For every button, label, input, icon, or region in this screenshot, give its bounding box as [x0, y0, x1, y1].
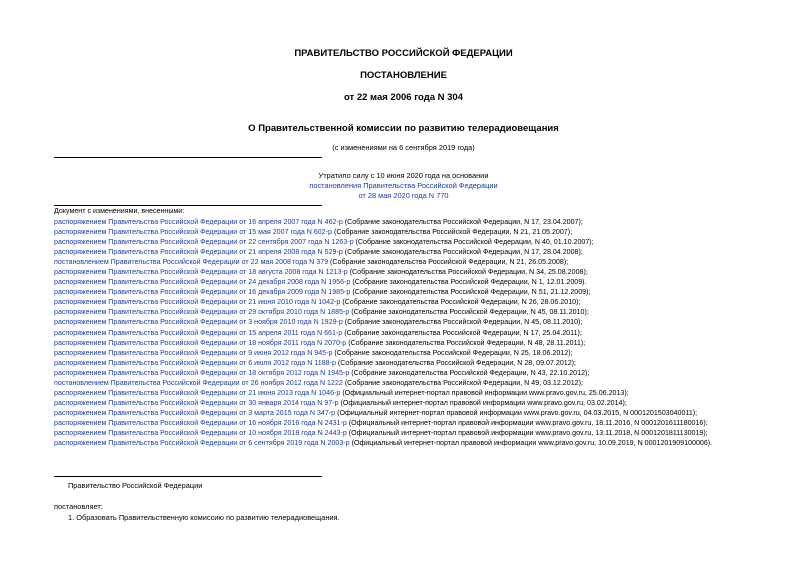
clause-1: 1. Образовать Правительственную комиссию по развитию телерадиовещания.	[68, 513, 340, 522]
amendment-link[interactable]: распоряжением Правительства Российской Федерации от 21 апреля 2008 года N 529-р	[54, 248, 343, 257]
amendment-source: (Собрание законодательства Российской Федерации, N 1, 12.01.2009).	[350, 278, 587, 287]
list-item	[54, 388, 712, 398]
amendment-source: (Собрание законодательства Российской Федерации, N 21, 26.05.2008);	[328, 258, 569, 267]
list-item	[54, 398, 712, 408]
amendment-source: (Официальный интернет-портал правовой информации www.pravo.gov.ru, 10.09.2019, N 0001201909100006).	[349, 439, 713, 448]
amendment-link[interactable]: распоряжением Правительства Российской Федерации от 10 ноября 2018 года N 2443-р	[54, 428, 347, 437]
list-item	[54, 328, 712, 338]
amendment-link[interactable]: распоряжением Правительства Российской Федерации от 24 декабря 2008 года N 1956-р	[54, 278, 351, 287]
amendment-link[interactable]: распоряжением Правительства Российской Федерации от 30 января 2014 года N 97-р	[54, 398, 339, 407]
issuer: Правительство Российской Федерации	[68, 481, 203, 490]
amendment-link[interactable]: распоряжением Правительства Российской Федерации от 18 октября 2012 года N 1945-р	[54, 368, 350, 377]
amendment-source: (Собрание законодательства Российской Федерации, N 28, 09.07.2012);	[335, 358, 577, 367]
amendment-source: (Официальный интернет-портал правовой информации www.pravo.gov.ru, 04.03.2015, N 0001201503040011);	[335, 408, 698, 417]
list-item	[54, 438, 712, 448]
amendment-source: (Собрание законодательства Российской Федерации, N 40, 01.10.2007);	[353, 238, 594, 247]
repeal-link-line1[interactable]: постановления Правительства Российской Федерации	[309, 181, 498, 190]
list-item	[54, 277, 712, 287]
list-item	[54, 408, 712, 418]
list-item	[54, 348, 712, 358]
list-item	[54, 247, 712, 257]
divider	[54, 157, 322, 158]
list-item	[54, 287, 712, 297]
amendment-link[interactable]: распоряжением Правительства Российской Федерации от 18 августа 2008 года N 1213-р	[54, 268, 348, 277]
amendment-link[interactable]: распоряжением Правительства Российской Федерации от 16 ноября 2016 года N 2431-р	[54, 418, 347, 427]
amendments-list	[54, 217, 712, 448]
list-item	[54, 217, 712, 227]
amendment-source: (Официальный интернет-портал правовой информации www.pravo.gov.ru, 18.11.2016, N 0001201611180016);	[346, 418, 708, 427]
amendment-source: (Собрание законодательства Российской Федерации, N 43, 22.10.2012);	[349, 368, 590, 377]
divider	[54, 476, 322, 477]
amendment-link[interactable]: распоряжением Правительства Российской Федерации от 6 сентября 2019 года N 2003-р	[54, 439, 350, 448]
amendment-source: (Собрание законодательства Российской Федерации, N 49, 03.12.2012);	[342, 378, 583, 387]
amendment-link[interactable]: постановлением Правительства Российской Федерации от 22 мая 2008 года N 379	[54, 258, 329, 267]
amendment-source: (Собрание законодательства Российской Федерации, N 51, 21.12.2009);	[350, 288, 591, 297]
amendment-link[interactable]: распоряжением Правительства Российской Федерации от 6 июля 2012 года N 1188-р	[54, 358, 336, 367]
government-heading: ПРАВИТЕЛЬСТВО РОССИЙСКОЙ ФЕДЕРАЦИИ	[294, 48, 513, 59]
amendment-link[interactable]: постановлением Правительства Российской Федерации от 26 ноября 2012 года N 1222	[54, 378, 343, 387]
amendment-link[interactable]: распоряжением Правительства Российской Федерации от 3 марта 2015 года N 347-р	[54, 408, 336, 417]
amendments-intro: Документ с изменениями, внесенными:	[54, 207, 185, 215]
amendment-source: (Собрание законодательства Российской Федерации, N 21, 21.05.2007);	[332, 228, 573, 237]
list-item	[54, 418, 712, 428]
amendment-source: (Официальный интернет-портал правовой информации www.pravo.gov.ru, 03.02.2014);	[338, 398, 627, 407]
list-item	[54, 307, 712, 317]
amendment-link[interactable]: распоряжением Правительства Российской Федерации от 21 июня 2013 года N 1046-р	[54, 388, 341, 397]
amendment-link[interactable]: распоряжением Правительства Российской Федерации от 3 ноября 2010 года N 1929-р	[54, 318, 343, 327]
amendment-source: (Собрание законодательства Российской Федерации, N 17, 23.04.2007);	[342, 218, 583, 226]
amendment-link[interactable]: распоряжением Правительства Российской Федерации от 22 сентября 2007 года N 1263-р	[54, 238, 354, 247]
amendment-note: (с изменениями на 6 сентября 2019 года)	[332, 143, 475, 152]
amendment-link[interactable]: распоряжением Правительства Российской Федерации от 16 декабря 2009 года N 1985-р	[54, 288, 351, 297]
amendment-source: (Собрание законодательства Российской Федерации, N 17, 25.04.2011);	[342, 328, 582, 337]
list-item	[54, 338, 712, 348]
amendment-source: (Официальный интернет-портал правовой информации www.pravo.gov.ru, 13.11.2018, N 0001201811130019);	[346, 428, 708, 437]
list-item	[54, 378, 712, 388]
decrees-word: постановляет:	[54, 502, 103, 511]
amendment-link[interactable]: распоряжением Правительства Российской Федерации от 15 апреля 2011 года N 661-р	[54, 328, 343, 337]
list-item	[54, 267, 712, 277]
list-item	[54, 237, 712, 247]
list-item	[54, 297, 712, 307]
list-item	[54, 257, 712, 267]
amendment-source: (Официальный интернет-портал правовой информации www.pravo.gov.ru, 25.06.2013);	[340, 388, 629, 397]
document-type: ПОСТАНОВЛЕНИЕ	[360, 70, 447, 81]
document-title: О Правительственной комиссии по развитию телерадиовещания	[248, 123, 559, 134]
repeal-status: Утратило силу с 10 июня 2020 года на основании	[318, 171, 489, 180]
list-item	[54, 227, 712, 237]
document-date-number: от 22 мая 2006 года N 304	[343, 92, 464, 103]
list-item	[54, 368, 712, 378]
amendment-link[interactable]: распоряжением Правительства Российской Федерации от 9 июня 2012 года N 945-р	[54, 348, 333, 357]
amendment-source: (Собрание законодательства Российской Федерации, N 34, 25.08.2008);	[347, 268, 588, 277]
amendment-link[interactable]: распоряжением Правительства Российской Федерации от 15 мая 2007 года N 602-р	[54, 228, 333, 237]
amendment-link[interactable]: распоряжением Правительства Российской Федерации от 18 ноября 2011 года N 2070-р	[54, 338, 347, 347]
list-item	[54, 358, 712, 368]
amendment-source: (Собрание законодательства Российской Федерации, N 45, 08.11.2010);	[342, 318, 583, 327]
amendment-source: (Собрание законодательства Российской Федерации, N 26, 28.06.2010);	[340, 298, 581, 307]
amendment-source: (Собрание законодательства Российской Федерации, N 25, 18.06.2012);	[332, 348, 573, 357]
list-item	[54, 428, 712, 438]
amendment-source: (Собрание законодательства Российской Федерации, N 17, 28.04.2008);	[342, 248, 583, 257]
amendment-source: (Собрание законодательства Российской Федерации, N 45, 08.11.2010);	[349, 308, 589, 317]
divider	[54, 205, 322, 206]
amendment-source: (Собрание законодательства Российской Федерации, N 48, 28.11.2011);	[346, 338, 586, 347]
list-item	[54, 317, 712, 327]
amendment-link[interactable]: распоряжением Правительства Российской Федерации от 16 апреля 2007 года N 462-р	[54, 218, 343, 226]
amendment-link[interactable]: распоряжением Правительства Российской Федерации от 29 октября 2010 года N 1885-р	[54, 308, 350, 317]
amendment-link[interactable]: распоряжением Правительства Российской Федерации от 21 июня 2010 года N 1042-р	[54, 298, 341, 307]
repeal-link-line2[interactable]: от 28 мая 2020 года N 770	[358, 191, 449, 200]
